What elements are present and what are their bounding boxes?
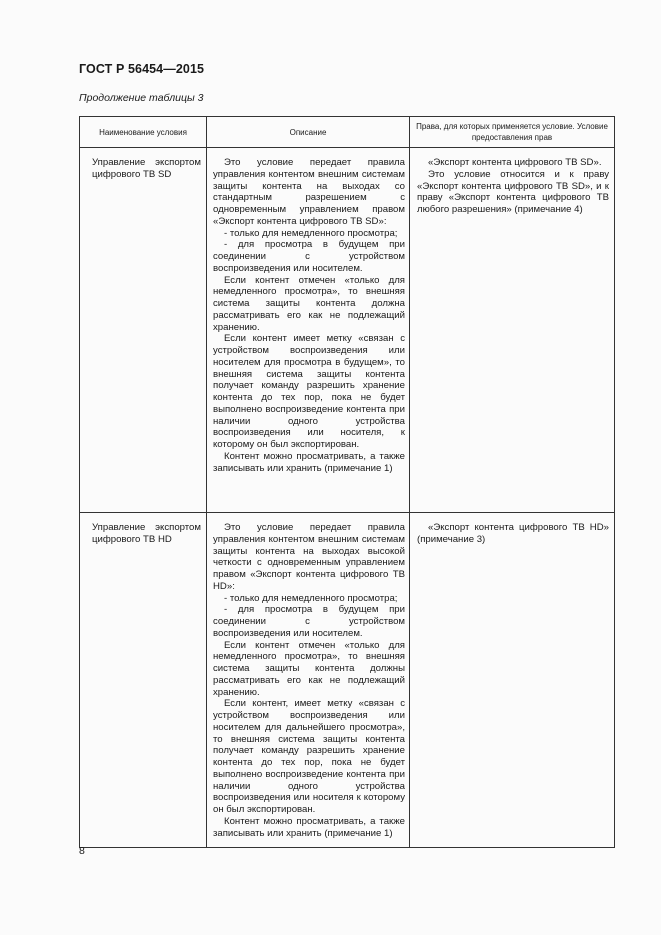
description-paragraph: Если контент, имеет метку «связан с устройством воспроизведения или носителем для дальнейшего просмотра», то внешняя система защиты контента получает команду разрешить хранение контента до тех пор, пока не будет выполнено воспроизведение контента при наличии одного устройства воспроизведения или носителя к которому он был экспортирован.: [213, 698, 405, 815]
column-header-name: Наименование условия: [80, 117, 207, 148]
description-paragraph: Контент можно просматривать, а также записывать или хранить (примечание 1): [213, 450, 405, 474]
condition-rights: [410, 148, 615, 513]
column-header-description: Описание: [207, 117, 410, 148]
table-row: [80, 148, 615, 513]
condition-description: [207, 148, 410, 513]
description-intro: Это условие передает правила управления контентом внешним системам защиты контента на выходах со стандартным разрешением с одновременным управлением правом «Экспорт контента цифрового ТВ SD»:: [213, 157, 405, 227]
description-item: - для просмотра в будущем при соединении с устройством воспроизведения или носителем.: [213, 239, 405, 274]
description-intro: Это условие передает правила управления контентом внешним системам защиты контента на выходах высокой четкости с одновременным управлением правом «Экспорт контента цифрового ТВ HD»:: [213, 522, 405, 592]
description-item: - для просмотра в будущем при соединении с устройством воспроизведения или носителем.: [213, 604, 405, 639]
rights-paragraph: Это условие относится и к праву «Экспорт контента цифрового ТВ SD», и к праву «Экспорт контента цифрового ТВ любого разрешения» (примечание 4): [417, 168, 609, 215]
condition-name: Управление экспортом цифрового ТВ HD: [80, 513, 207, 848]
page-number: 8: [79, 845, 85, 857]
description-paragraph: Если контент отмечен «только для немедленного просмотра», то внешняя система защиты контента должны рассматривать его как не подлежащий хранению.: [213, 639, 405, 698]
description-paragraph: Контент можно просматривать, а также записывать или хранить (примечание 1): [213, 815, 405, 839]
rights-paragraph: «Экспорт контента цифрового ТВ HD» (примечание 3): [417, 522, 609, 545]
condition-name: Управление экспортом цифрового ТВ SD: [80, 148, 207, 513]
description-paragraph: Если контент имеет метку «связан с устройством воспроизведения или носителем для просмотра в будущем», то внешняя система защиты контента получает команду разрешить хранение контента до тех пор, пока не будет выполнено воспроизведение контента при наличии одного устройства воспроизведения или носителя, к которому он был экспортирован.: [213, 333, 405, 450]
description-paragraph: Если контент отмечен «только для немедленного просмотра», то внешняя система защиты контента должна рассматривать его как не подлежащий хранению.: [213, 274, 405, 333]
description-item: - только для немедленного просмотра;: [224, 592, 398, 604]
condition-description: [207, 513, 410, 848]
document-id: ГОСТ Р 56454—2015: [79, 62, 205, 76]
description-item: - только для немедленного просмотра;: [224, 227, 398, 239]
table-caption: Продолжение таблицы 3: [79, 92, 204, 104]
table-row: [80, 513, 615, 848]
rights-paragraph: «Экспорт контента цифрового ТВ SD».: [428, 157, 602, 168]
condition-rights: [410, 513, 615, 848]
conditions-table: [79, 116, 614, 848]
column-header-rights: Права, для которых применяется условие. Условие предоставления прав: [410, 117, 615, 148]
table-header-row: [80, 117, 615, 148]
